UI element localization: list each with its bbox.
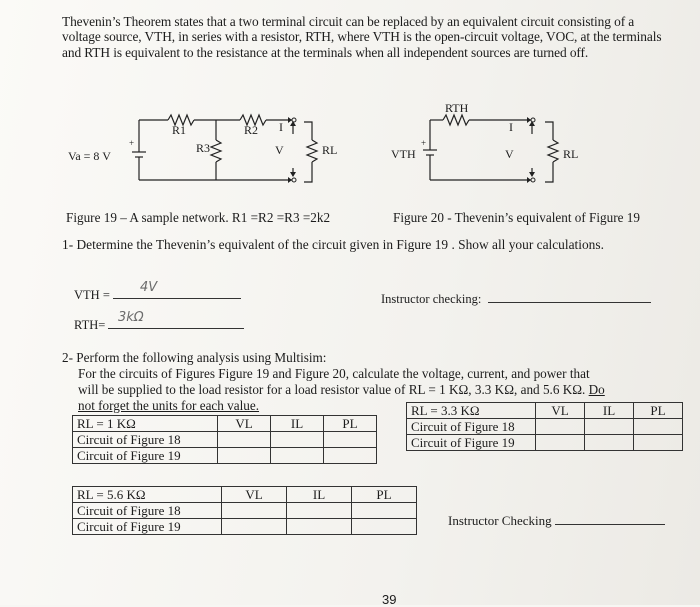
row-circuit-18: Circuit of Figure 18 [73,503,222,519]
instructor-checking-field-1[interactable] [488,302,651,303]
row-circuit-18: Circuit of Figure 18 [407,419,536,435]
cell-vl[interactable] [218,432,271,448]
r3-resistor [211,140,221,162]
header-pl: PL [352,487,417,503]
i-label: I [279,120,283,134]
rth-resistor [443,115,469,125]
rth-answer-field[interactable] [108,328,244,329]
svg-text:+: + [129,138,135,148]
intro-paragraph: Thevenin’s Theorem states that a two terminal circuit can be replaced by an equivalent circuit consisting of a voltage source, VTH, in series with a resistor, RTH, where VTH is the open-circuit voltage, VOC, at the terminals and RTH is equivalent to the resistance at the terminals when all independent sources are turned off. [62,14,662,60]
figure-20-caption: Figure 20 - Thevenin’s equivalent of Figure 19 [393,210,640,225]
table-rl-5k6-label: RL = 5.6 KΩ [73,487,222,503]
figure-19-caption: Figure 19 – A sample network. R1 =R2 =R3 =2k2 [66,210,331,225]
vth-answer-row [74,288,241,303]
header-il: IL [271,416,324,432]
row-circuit-18: Circuit of Figure 18 [73,432,218,448]
rl-resistor-fig19 [307,140,317,162]
header-il: IL [585,403,634,419]
i-label-fig20: I [509,120,513,134]
vth-answer-field[interactable] [113,298,241,299]
cell-vl[interactable] [218,448,271,464]
cell-vl[interactable] [222,503,287,519]
vth-label: VTH [391,147,416,161]
cell-pl[interactable] [634,435,683,451]
rth-answer-label: RTH= [74,318,106,332]
table-rl-3k3-label: RL = 3.3 KΩ [407,403,536,419]
vth-handwritten-answer: 4V [140,280,158,295]
source-label: Va = 8 V [68,149,111,163]
cell-il[interactable] [271,432,324,448]
cell-il[interactable] [287,519,352,535]
v-label-fig20: V [505,147,514,161]
page-number: 39 [382,592,397,607]
table-rl-1k-label: RL = 1 KΩ [73,416,218,432]
cell-il[interactable] [287,503,352,519]
header-vl: VL [218,416,271,432]
cell-il[interactable] [271,448,324,464]
instructor-checking-label-1: Instructor checking: [381,292,482,306]
header-vl: VL [222,487,287,503]
svg-text:+: + [421,138,427,148]
cell-pl[interactable] [324,448,377,464]
rth-label: RTH [445,101,469,115]
cell-pl[interactable] [634,419,683,435]
question-1: 1- Determine the Thevenin’s equivalent of the circuit given in Figure 19 . Show all your calculations. [62,237,604,252]
rl-resistor-fig20 [548,140,558,162]
table-rl-3k3 [406,402,683,451]
rth-handwritten-answer: 3kΩ [118,310,144,325]
cell-pl[interactable] [352,503,417,519]
v-label: V [275,143,284,157]
rth-answer-row [74,318,244,333]
r1-label: R1 [172,123,187,137]
table-rl-5k6 [72,486,417,535]
cell-pl[interactable] [324,432,377,448]
figure-20-circuit [383,100,603,200]
cell-pl[interactable] [352,519,417,535]
instructor-checking-row-1 [381,292,651,307]
cell-vl[interactable] [536,435,585,451]
header-pl: PL [634,403,683,419]
r2-label: R2 [244,123,259,137]
rl-label-fig19: RL [322,143,338,157]
vth-answer-label: VTH = [74,288,110,302]
row-circuit-19: Circuit of Figure 19 [73,519,222,535]
header-vl: VL [536,403,585,419]
r3-label: R3 [196,141,211,155]
question-2-line-4: not forget the units for each value. [78,398,260,413]
header-pl: PL [324,416,377,432]
question-2-line-2: For the circuits of Figures Figure 19 and Figure 20, calculate the voltage, current, and power that [78,366,590,381]
instructor-checking-row-2 [448,513,665,529]
question-2-line-1: 2- Perform the following analysis using Multisim: [62,350,327,365]
figure-19-circuit [60,100,380,200]
table-rl-1k [72,415,377,464]
question-2-line-3: will be supplied to the load resistor for a load resistor value of RL = 1 KΩ, 3.3 KΩ, and 5.6 KΩ. Do [78,382,605,397]
row-circuit-19: Circuit of Figure 19 [407,435,536,451]
cell-il[interactable] [585,435,634,451]
header-il: IL [287,487,352,503]
cell-il[interactable] [585,419,634,435]
instructor-checking-label-2: Instructor Checking [448,513,552,528]
rl-label-fig20: RL [563,147,579,161]
cell-vl[interactable] [222,519,287,535]
instructor-checking-field-2[interactable] [555,524,665,525]
cell-vl[interactable] [536,419,585,435]
row-circuit-19: Circuit of Figure 19 [73,448,218,464]
